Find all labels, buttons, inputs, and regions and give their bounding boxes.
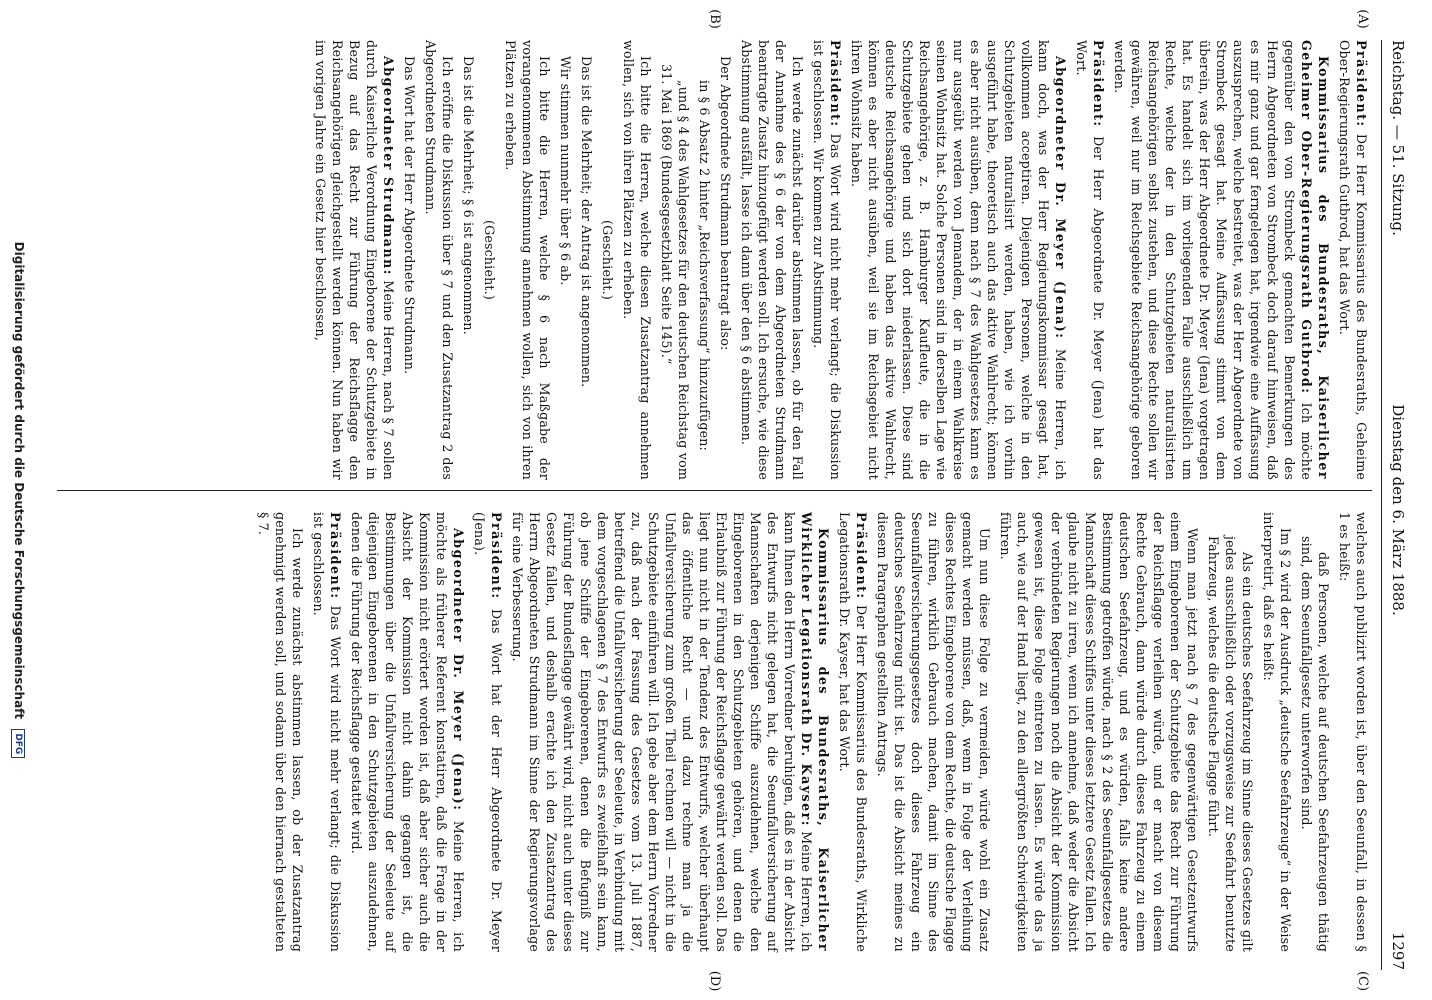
paragraph: Präsident: Der Herr Kommissarius des Bundesraths, Wirkliche Legationsrath Dr. Kayser, hat das Wort.	[837, 512, 869, 952]
paragraph: Präsident: Das Wort wird nicht mehr verlangt; die Diskussion ist geschlossen. Wir kommen zur Abstimmung.	[811, 40, 843, 480]
header-date: Dienstag den 6. März 1888.	[1389, 404, 1407, 616]
paragraph: Präsident: Das Wort wird nicht mehr verlangt; die Diskussion ist geschlossen.	[311, 512, 343, 952]
digitization-credit	[6, 0, 32, 1000]
margin-marker-d: (D)	[707, 970, 722, 992]
margin-marker-a: (A)	[1355, 9, 1370, 29]
paragraph: Der Abgeordnete Strudmann beantragt also:	[718, 56, 733, 351]
speaker-name: Abgeordneter Strudmann:	[381, 56, 396, 276]
quoted-law: Als ein deutsches Seefahrzeug im Sinne dieses Gesetzes gilt jedes ausschließlich oder vorzugsweise zur Seefahrt benutzte Fahrzeug, welches die deutsche Flagge führt.	[1206, 536, 1255, 952]
paragraph: Abgeordneter Strudmann: Meine Herren, nach § 7 sollen durch Kaiserliche Verordnung Eingeborene der Schutzgebiete in Bezug auf das Recht zur Führung der Reichsflagge den Reichsangehörigen gleichgestellt werden können. Nun haben wir im vorigen Jahre ein Gesetz hier beschlossen,	[313, 40, 396, 480]
paragraph: Präsident: Der Herr Kommissarius des Bundesraths, Geheime Ober-Regierungsrath Gutbrod, hat das Wort.	[1337, 40, 1369, 480]
paragraph: Wir stimmen nunmehr über § 6 ab.	[558, 56, 573, 286]
paragraph: Das ist die Mehrheit; der Antrag ist angenommen.	[579, 56, 594, 388]
paragraph: Kommissarius des Bundesraths, Kaiserlicher Geheimer Ober-Regierungsrath Gutbrod: Ich möchte gegenüber den von Strombeck gemachten Bemerkungen des Herrn Abgeordneten von Strombeck doch darauf hinweisen, daß es mir ganz und gar ferngelegen hat, irgendwie eine Auffassung auszusprechen, welche bestreitet, was der Herr Abgeordnete von Strombeck gesagt hat. Meine Auffassung stimmt von dem überein, was der Herr Abgeordnete Dr. Meyer (Jena) vorgetragen hat. Es handelt sich im vorliegenden Falle ausschließlich um Rechte, welche der in den Schutzgebieten naturalisirten Reichsangehörigen selbst zustehen, und diese Rechte sollen wir gewähren, weil nur im Reichsgebiete Reichsangehörige geboren werden.	[1112, 40, 1331, 480]
paragraph: Kommissarius des Bundesraths, Kaiserlicher Wirklicher Legationsrath Dr. Kayser: Meine Herren, ich kann Ihnen den Herrn Vorredner beruhigen, daß es in der Absicht des Entwurfs nicht gelegen hat, die Seeunfallversicherung auf Mannschaften derjenigen Schiffe auszudehnen, welche den Eingeborenen in den Schutzgebieten gehören, und denen die Erlaubniß zur Führung der Reichsflagge gewährt werden soll. Das liegt nun nicht in der Tendenz des Entwurfs, welcher überhaupt das öffentliche Recht — und dazu rechne man ja die Unfallversicherung zum großen Theil rechnen will — nicht in die Schutzgebiete einführen will. Ich gebe aber dem Herrn Vorredner zu, daß nach der Fassung des Gesetzes vom 13. Juli 1887, betreffend die Unfallversicherung der Seeleute, in Verbindung mit dem vorgeschlagenen § 7 des Entwurfs es zweifelhaft sein kann, ob jene Schiffe der Eingeborenen, denen die Befugniß zur Führung der Bundesflagge gewährt wird, nicht auch unter dieses Gesetz fallen, und deshalb erachte ich den Zusatzantrag des Herrn Abgeordneten Strudmann im Sinne der Regierungsvorlage für eine Verbesserung.	[510, 512, 831, 952]
speaker-name: Präsident:	[328, 512, 343, 600]
paragraph: Wenn man jetzt nach § 7 des gegenwärtigen Gesetzentwurfs einem Eingeborenen der Schutzgebiete das Recht zur Führung der Reichsflagge verleihen würde, und er macht von diesem Rechte Gebrauch, dann würde durch dieses Fahrzeug zu einem deutschen Seefahrzeug, und es würden, falls keine andere Bestimmung getroffen würde, nach § 2 des Seeunfallgesetzes die Mannschaft dieses Schiffes unter dieses letztere Gesetz fallen. Ich glaube nicht zu irren, wenn ich annehme, daß weder die Absicht der verbündeten Regierungen noch die Absicht der Kommission gewesen ist, diese Folge eintreten zu lassen. Es würde das ja auch, wie auf der Hand liegt, zu den allergrößten Schwierigkeiten führen.	[998, 512, 1200, 952]
paragraph: Ich werde zunächst darüber abstimmen lassen, ob für den Fall der Annahme des § 6 der von dem Abgeordneten Strudmann beantragte Zusatz hinzugefügt werden soll. Ich ersuche, wie diese Abstimmung ausfällt, lasse ich dann über den § 6 abstimmen.	[739, 40, 805, 480]
speaker-name: Kommissarius des Bundesraths, Kaiserlicher Geheimer Ober-Regierungsrath Gutbrod:	[1299, 40, 1331, 480]
page-header	[1384, 40, 1412, 970]
paragraph: Abgeordneter Dr. Meyer (Jena): Meine Herren, ich möchte als früherer Referent konstatiren, daß die Frage in der Kommission nicht erörtert worden ist, daß aber sicher auch die Absicht der Kommission nicht dahin gegangen ist, die Bestimmungen über die Unfallversicherung der Seeleute auf diejenigen Eingeborenen in den Schutzgebieten auszudehnen, denen die Führung der Reichsflagge gestattet wird.	[349, 512, 466, 952]
quoted-law: daß Personen, welche auf deutschen Seefahrzeugen thätig sind, dem Seeunfallgesetz unterworfen sind.	[1299, 536, 1331, 952]
speaker-name: Präsident:	[828, 40, 843, 128]
paragraph: Im § 2 wird der Ausdruck „deutsche Seefahrzeuge“ in der Weise interpretirt, daß es heißt:	[1261, 512, 1293, 952]
speaker-name: Präsident:	[489, 512, 504, 600]
paragraph: welches auch publizirt worden ist, über den Seeunfall, in dessen § 1 es heißt:	[1337, 512, 1369, 952]
column-divider	[57, 490, 1372, 491]
paragraph: Präsident: Der Herr Abgeordnete Dr. Meyer (Jena) hat das Wort.	[1074, 40, 1106, 480]
right-column	[251, 512, 1370, 952]
stage-direction: (Geschieht.)	[600, 219, 615, 301]
speaker-name: Präsident:	[1354, 40, 1369, 128]
speaker-name: Präsident:	[1091, 40, 1106, 128]
margin-marker-b: (B)	[707, 9, 722, 29]
header-rule	[1381, 40, 1382, 970]
speaker-name: Abgeordneter Dr. Meyer (Jena):	[451, 528, 466, 812]
paragraph: Ich eröffne die Diskussion über § 7 und den Zusatzantrag 2 des Abgeordneten Strudmann.	[423, 40, 455, 480]
paragraph: Präsident: Das Wort hat der Herr Abgeordnete Dr. Meyer (Jena).	[472, 512, 504, 952]
paragraph: Abgeordneter Dr. Meyer (Jena): Meine Herren, ich kann doch, was der Herr Regierungskommissar gesagt hat, vollkommen acceptiren. Diejenigen Personen, welche in den Schutzgebieten naturalisirt werden, haben, wie ich vorhin ausgeführt habe, theoretisch auch das aktive Wahlrecht; können es aber nicht ausüben, denn nach § 7 des Wahlgesetzes kann es nur ausgeübt werden von Jemandem, der in einem Wahlkreise seinen Wohnsitz hat. Solche Personen sind in derselben Lage wie Reichsangehörige, z. B. Hamburger Kaufleute, die in die Schutzgebiete gehen und sich dort niederlassen. Diese sind deutsche Reichsangehörige und haben das aktive Wahlrecht, können es aber nicht ausüben, weil sie im Reichsgebiet nicht ihren Wohnsitz haben.	[849, 40, 1068, 480]
paragraph: Das Wort hat der Herr Abgeordnete Strudmann.	[402, 56, 417, 375]
header-page-number: 1297	[1389, 931, 1407, 970]
speaker-name: Präsident:	[854, 512, 869, 600]
paragraph: Ich werde zunächst abstimmen lassen, ob der Zusatzantrag genehmigt werden soll, und sodann über den hiernach gestalteten § 7.	[256, 512, 305, 952]
margin-marker-c: (C)	[1355, 970, 1370, 992]
quoted-amendment: in § 6 Absatz 2 hinter „Reichsverfassung“ hinzuzufügen:	[697, 80, 712, 451]
dfg-logo: DFG	[12, 729, 26, 758]
paragraph: Um nun diese Folge zu vermeiden, würde wohl ein Zusatz gemacht werden müssen, daß, wenn in Folge der Verleihung dieses Rechtes Eingeborene von dem Rechte, die deutsche Flagge zu führen, wirklich Gebrauch machen, damit im Sinne des Seeunfallversicherungsgesetzes doch dieses Fahrzeug ein deutsches Seefahrzeug nicht ist. Das ist die Absicht meines zu diesem Paragraphen gestellten Antrags.	[875, 512, 992, 952]
stage-direction: (Geschieht.)	[482, 219, 497, 301]
credit-text: Digitalisierung gefördert durch die Deutsche Forschungsgemeinschaft	[12, 241, 26, 720]
quoted-amendment: „und § 4 des Wahlgesetzes für den deutschen Reichstag vom 31. Mai 1869 (Bundesgesetzblatt Seite 145).“	[659, 64, 691, 480]
speaker-name: Abgeordneter Dr. Meyer (Jena):	[1053, 56, 1068, 340]
paragraph: Ich bitte die Herren, welche diesen Zusatzantrag annehmen wollen, sich von ihren Plätzen zu erheben.	[621, 40, 653, 480]
paragraph: Ich bitte die Herren, welche § 6 nach Maßgabe der vorangenommenen Abstimmung annehmen wollen, sich von ihren Plätzen zu erheben.	[503, 40, 552, 480]
speaker-name: Kommissarius des Bundesraths, Kaiserlicher Wirklicher Legationsrath Dr. Kayser:	[799, 512, 831, 952]
left-column	[308, 40, 1370, 480]
paragraph: Das ist die Mehrheit; § 6 ist angenommen.	[461, 56, 476, 335]
header-session: Reichstag. — 51. Sitzung.	[1389, 40, 1407, 236]
